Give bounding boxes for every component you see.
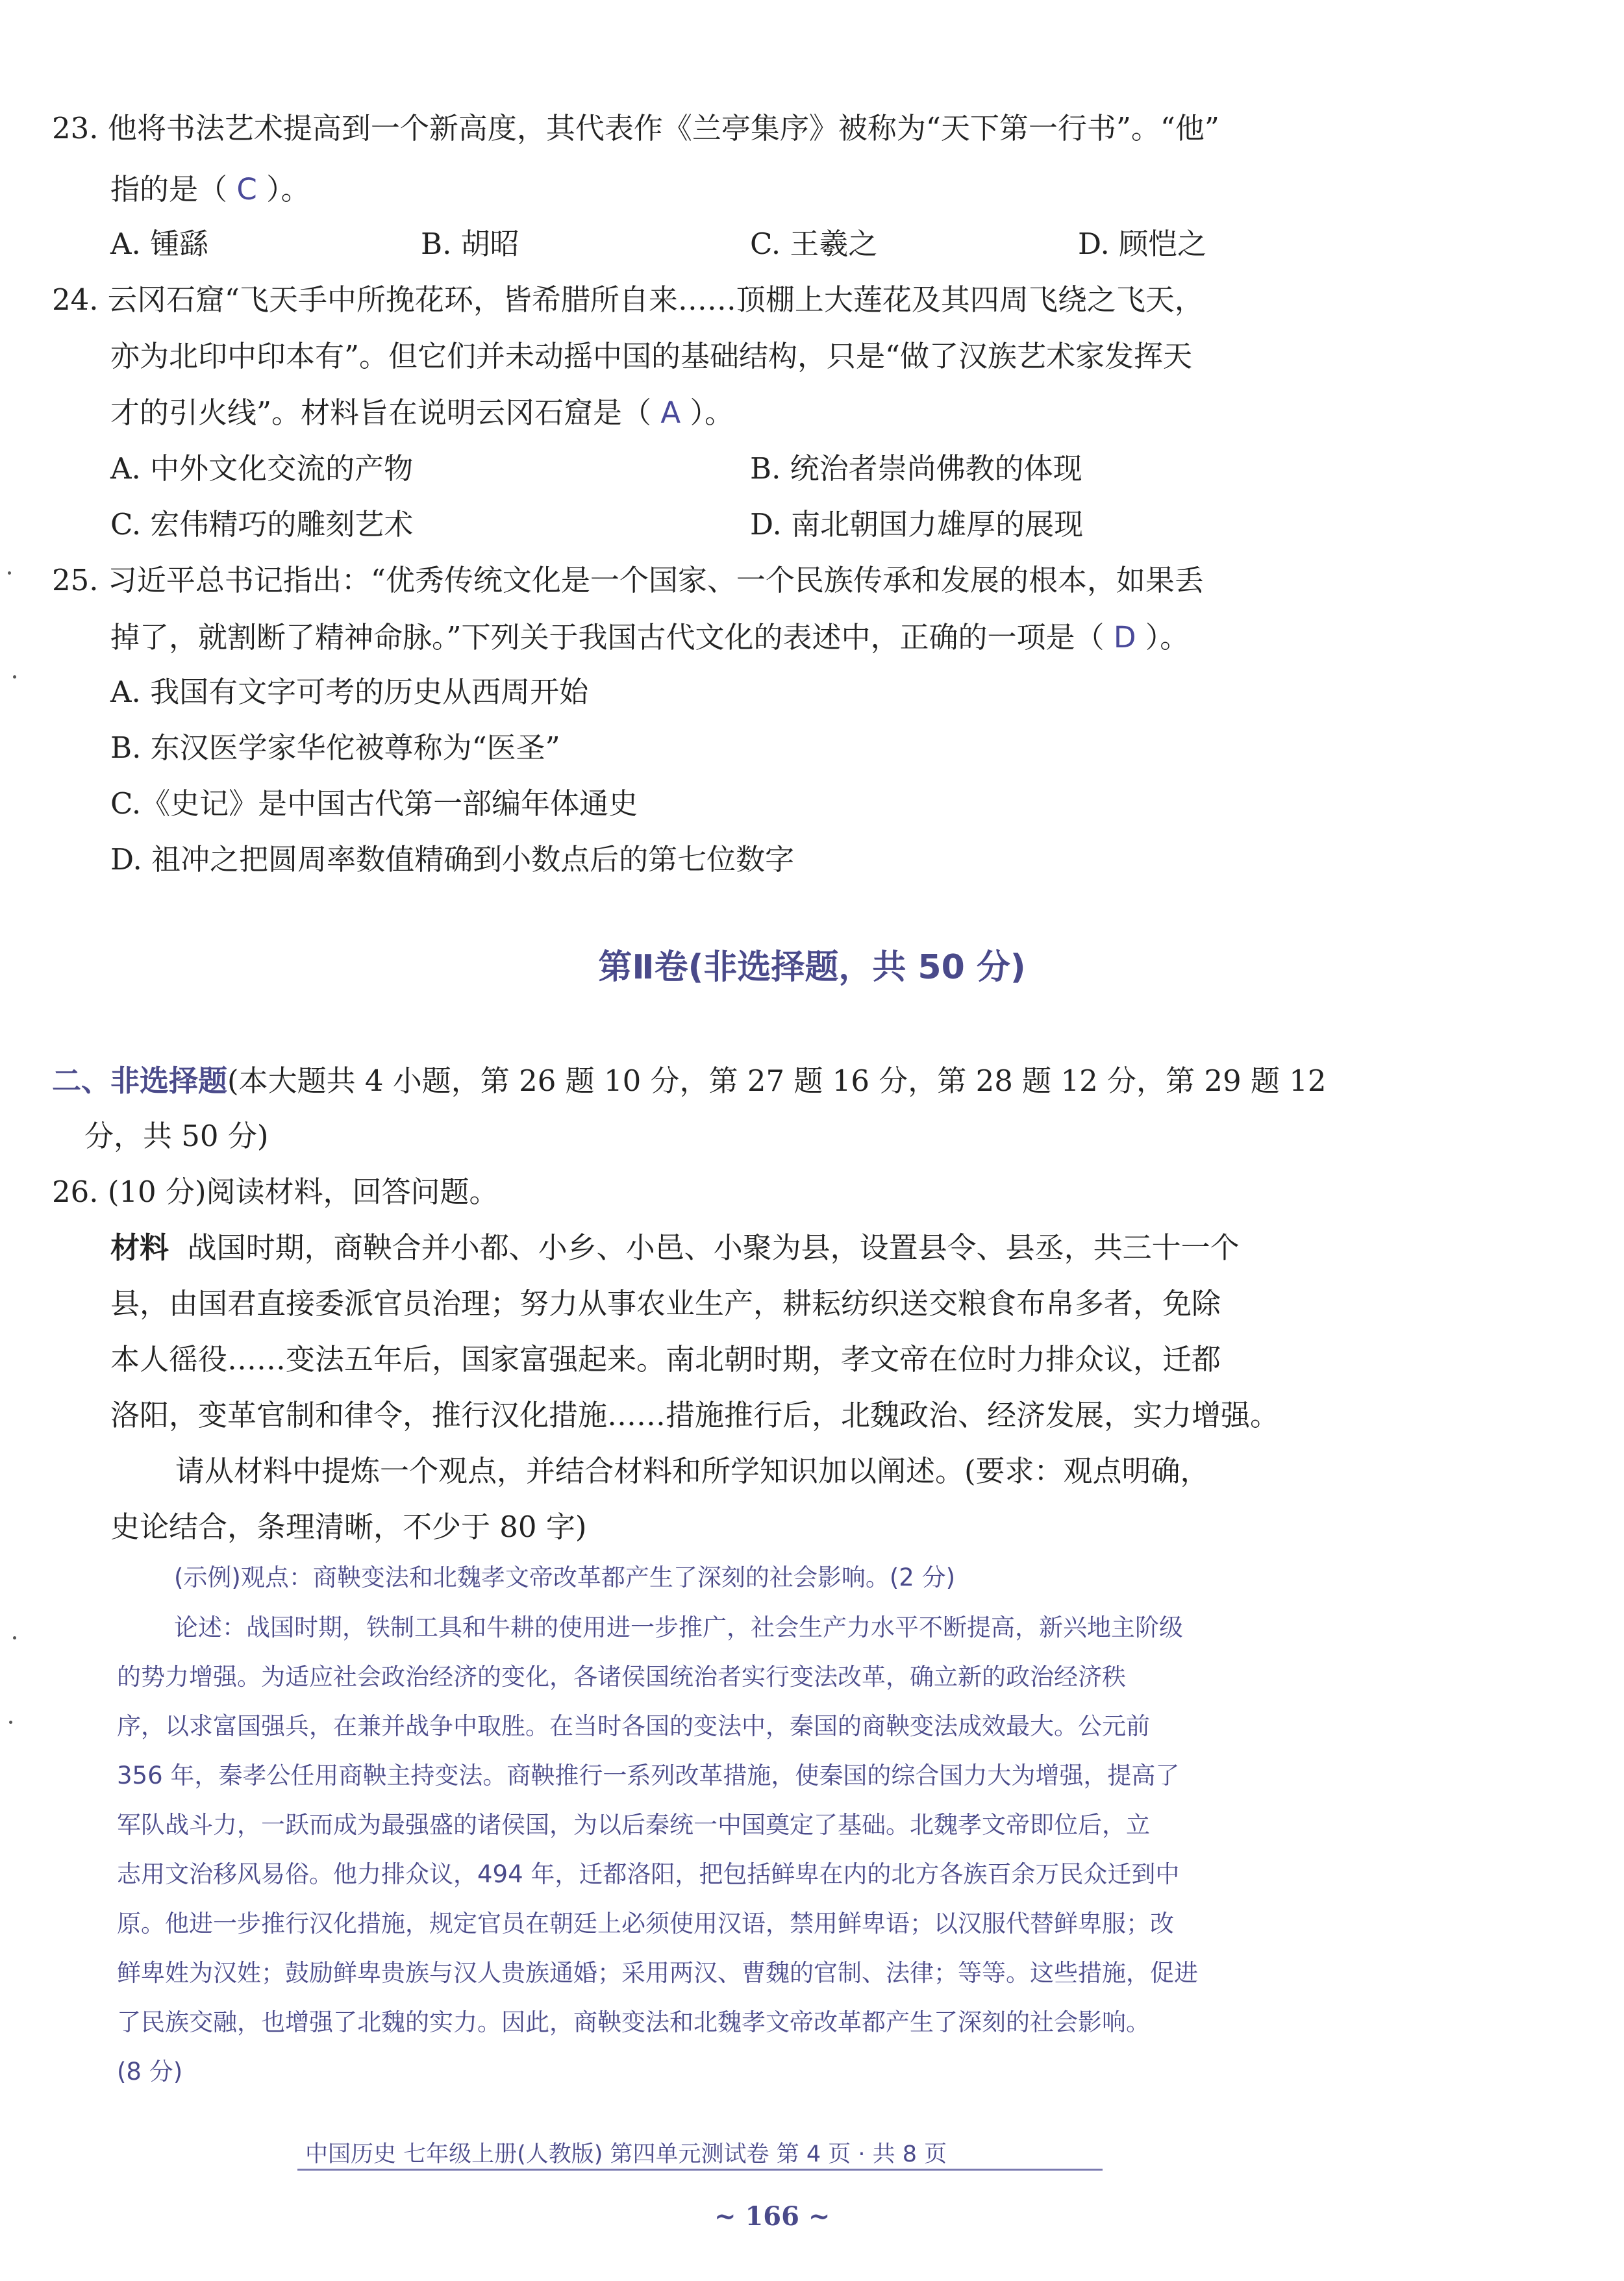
q26-title: 26. (10 分)阅读材料，回答问题。 (52, 1175, 499, 1209)
q23-option-c: C. 王羲之 (750, 227, 878, 261)
q24-stem-pre: 才的引火线”。材料旨在说明云冈石窟是（ (110, 395, 652, 430)
q26-answer-line1: (示例)观点：商鞅变法和北魏孝文帝改革都产生了深刻的社会影响。(2 分) (174, 1564, 956, 1591)
q25-stem-post: ）。 (1145, 620, 1190, 654)
scan-speck (9, 1721, 12, 1724)
q24-stem-post: ）。 (690, 395, 734, 430)
q26-answer-line3: 的势力增强。为适应社会政治经济的变化，各诸侯国统治者实行变法改革，确立新的政治经济秩 (117, 1663, 1126, 1691)
footer-text: 中国历史 七年级上册(人教版) 第四单元测试卷 第 4 页 · 共 8 页 (305, 2141, 947, 2167)
part2-heading-line1 (52, 1062, 1326, 1101)
q26-answer-line8: 原。他进一步推行汉化措施，规定官员在朝廷上必须使用汉语，禁用鲜卑语；以汉服代替鲜卑服；改 (117, 1910, 1174, 1938)
q25-option-b: B. 东汉医学家华佗被尊称为“医圣” (110, 730, 560, 765)
q24-option-b: B. 统治者崇尚佛教的体现 (750, 451, 1082, 486)
q25-answer: D (1113, 620, 1136, 654)
part2-heading: 二、非选择题 (52, 1064, 228, 1098)
q26-material-text1: 战国时期，商鞅合并小都、小乡、小邑、小聚为县，设置县令、县丞，共三十一个 (187, 1230, 1240, 1265)
q26-material-line3: 本人徭役……变法五年后，国家富强起来。南北朝时期，孝文帝在位时力排众议，迁都 (110, 1342, 1221, 1377)
scan-speck (8, 571, 11, 575)
q24-option-a: A. 中外文化交流的产物 (110, 451, 414, 486)
q24-option-d: D. 南北朝国力雄厚的展现 (750, 507, 1084, 542)
q23-answer: C (236, 172, 257, 206)
q26-answer-line11: (8 分) (117, 2058, 183, 2086)
q26-answer-line4: 序，以求富国强兵，在兼并战争中取胜。在当时各国的变法中，秦国的商鞅变法成效最大。公元前 (117, 1712, 1150, 1740)
q23-stem-line2 (110, 170, 310, 209)
q25-stem-pre: 掉了，就割断了精神命脉。”下列关于我国古代文化的表述中，正确的一项是（ (110, 620, 1105, 654)
page-number: ~ 166 ~ (714, 2201, 831, 2232)
q24-option-c: C. 宏伟精巧的雕刻艺术 (110, 507, 414, 542)
q26-material-line1 (110, 1228, 1240, 1267)
q25-option-a: A. 我国有文字可考的历史从西周开始 (110, 675, 589, 709)
q26-prompt-line1: 请从材料中提炼一个观点，并结合材料和所学知识加以阐述。(要求：观点明确， (175, 1454, 1210, 1488)
footer-rule (297, 2169, 1103, 2171)
q26-material-line4: 洛阳，变革官制和律令，推行汉化措施……措施推行后，北魏政治、经济发展，实力增强。 (110, 1398, 1280, 1432)
q24-answer: A (660, 395, 681, 430)
q25-stem-line1: 25. 习近平总书记指出：“优秀传统文化是一个国家、一个民族传承和发展的根本，如果丢 (52, 563, 1204, 597)
q24-stem-line2: 亦为北印中印本有”。但它们并未动摇中国的基础结构，只是“做了汉族艺术家发挥天 (110, 339, 1193, 373)
q24-stem-line3 (110, 393, 734, 432)
q26-answer-line7: 志用文治移风易俗。他力排众议，494 年，迁都洛阳，把包括鲜卑在内的北方各族百余万民众迁到中 (117, 1860, 1180, 1888)
q26-material-label: 材料 (110, 1230, 169, 1265)
q23-stem-line1: 23. 他将书法艺术提高到一个新高度，其代表作《兰亭集序》被称为“天下第一行书”。“他” (52, 111, 1219, 145)
q23-option-d: D. 顾恺之 (1078, 227, 1207, 261)
q25-option-d: D. 祖冲之把圆周率数值精确到小数点后的第七位数字 (110, 842, 795, 877)
scan-speck (13, 1636, 16, 1639)
q25-option-c: C.《史记》是中国古代第一部编年体通史 (110, 786, 638, 821)
q23-option-a: A. 锺繇 (110, 227, 209, 261)
q26-material-line2: 县，由国君直接委派官员治理；努力从事农业生产，耕耘纺织送交粮食布帛多者，免除 (110, 1286, 1221, 1321)
q26-answer-line6: 军队战斗力，一跃而成为最强盛的诸侯国，为以后秦统一中国奠定了基础。北魏孝文帝即位后，立 (117, 1811, 1150, 1839)
q25-stem-line2 (110, 618, 1189, 657)
part2-note-line2: 分，共 50 分) (84, 1119, 269, 1153)
q26-answer-line10: 了民族交融，也增强了北魏的实力。因此，商鞅变法和北魏孝文帝改革都产生了深刻的社会影响。 (117, 2008, 1150, 2036)
q23-stem-pre: 指的是（ (110, 172, 228, 206)
q24-stem-line1: 24. 云冈石窟“飞天手中所挽花环，皆希腊所自来……顶棚上大莲花及其四周飞绕之飞天， (52, 282, 1204, 317)
q23-stem-post: ）。 (266, 172, 310, 206)
section-title: 第Ⅱ卷(非选择题，共 50 分) (598, 948, 1026, 987)
part2-note-line1: (本大题共 4 小题，第 26 题 10 分，第 27 题 16 分，第 28 题 12 分，第 29 题 12 (227, 1064, 1327, 1098)
q26-answer-line2: 论述：战国时期，铁制工具和牛耕的使用进一步推广，社会生产力水平不断提高，新兴地主阶级 (174, 1614, 1183, 1641)
q23-option-b: B. 胡昭 (421, 227, 519, 261)
q26-prompt-line2: 史论结合，条理清晰，不少于 80 字) (110, 1510, 587, 1544)
q26-answer-line9: 鲜卑姓为汉姓；鼓励鲜卑贵族与汉人贵族通婚；采用两汉、曹魏的官制、法律；等等。这些措施，促进 (117, 1959, 1198, 1987)
scan-speck (13, 675, 16, 679)
q26-answer-line5: 356 年，秦孝公任用商鞅主持变法。商鞅推行一系列改革措施，使秦国的综合国力大为增强，提高了 (117, 1762, 1180, 1789)
